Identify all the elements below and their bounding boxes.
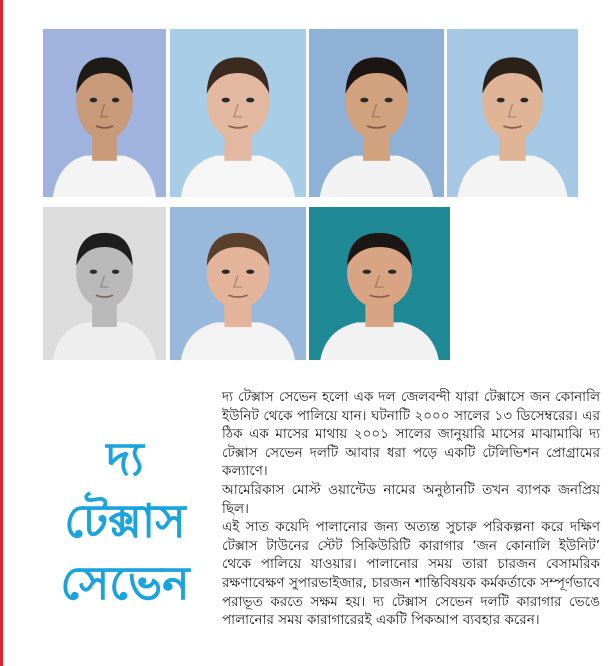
article-body [222, 388, 600, 630]
portrait-eye-left [222, 270, 230, 274]
portrait-eye-left [222, 98, 230, 103]
portrait-eye-right [520, 98, 528, 103]
portrait-eye-right [112, 98, 119, 103]
portrait-graphic [43, 29, 166, 197]
portrait-eye-right [246, 270, 254, 274]
title-line-2: টেক্সাস [64, 494, 186, 548]
portrait-eye-right [112, 270, 119, 274]
portrait-eye-right [388, 270, 396, 274]
portrait-eye-left [363, 270, 371, 274]
portrait-eye-left [360, 98, 368, 103]
portrait-eye-left [497, 98, 505, 103]
mugshot-photo-1 [43, 29, 166, 197]
title-line-1: দ্য [106, 432, 144, 486]
portrait-eye-right [385, 98, 393, 103]
page-edge-line [0, 0, 3, 666]
portrait-eye-left [90, 98, 97, 103]
mugshot-photo-5 [43, 207, 166, 360]
portrait-eye-left [90, 270, 97, 274]
mugshot-photo-3 [309, 29, 444, 197]
mugshot-photo-7 [309, 207, 450, 360]
portrait-graphic [170, 29, 306, 197]
title-line-3: সেভেন [60, 556, 190, 610]
article-title [40, 428, 210, 614]
portrait-graphic [309, 29, 444, 197]
mugshot-photo-2 [170, 29, 306, 197]
portrait-eye-right [246, 98, 254, 103]
body-paragraph-1: দ্য টেক্সাস সেভেন হলো এক দল জেলবন্দী যারা টেক্সাসে জন কোনালি ইউনিট থেকে পালিয়ে যান। ঘটনাটি ২০০০ সালের ১৩ ডিসেম্বরের। এর ঠিক এক মাসের মাথায় ২০০১ সালের জানুয়ারি মাসের মাঝামাঝি দ্য টেক্সাস সেভেন দলটি আবার ধরা পড়ে একটি টেলিভিশন প্রোগ্রামের কল্যাণে। [222, 389, 600, 480]
portrait-graphic [309, 207, 450, 360]
mugshot-photo-6 [170, 207, 306, 360]
portrait-graphic [43, 207, 166, 360]
portrait-graphic [170, 207, 306, 360]
mugshot-photo-4 [447, 29, 578, 197]
portrait-graphic [447, 29, 578, 197]
body-paragraph-3: এই সাত কয়েদি পালানোর জন্য অত্যন্ত সুচারু পরিকল্পনা করে দক্ষিণ টেক্সাস টাউনের স্টেট সিকিউরিটি কারাগার ‘জন কোনালি ইউনিট’ থেকে পালিয়ে যাওয়ার। পালানোর সময় তারা চারজন বেসামরিক রক্ষণাবেক্ষণ সুপারভাইজার, চারজন শান্তিবিষয়ক কর্মকর্তাকে সম্পূর্ণভাবে পরাভূত করতে সক্ষম হয়। দ্য টেক্সাস সেভেন দলটি কারাগার ভেঙে পালানোর সময় কারাগারেরই একটি পিকআপ ব্যবহার করেন। [222, 519, 600, 629]
body-paragraph-2: আমেরিকাস মোস্ট ওয়ান্টেড নামের অনুষ্ঠানটি তখন ব্যাপক জনপ্রিয় ছিল। [222, 481, 600, 517]
